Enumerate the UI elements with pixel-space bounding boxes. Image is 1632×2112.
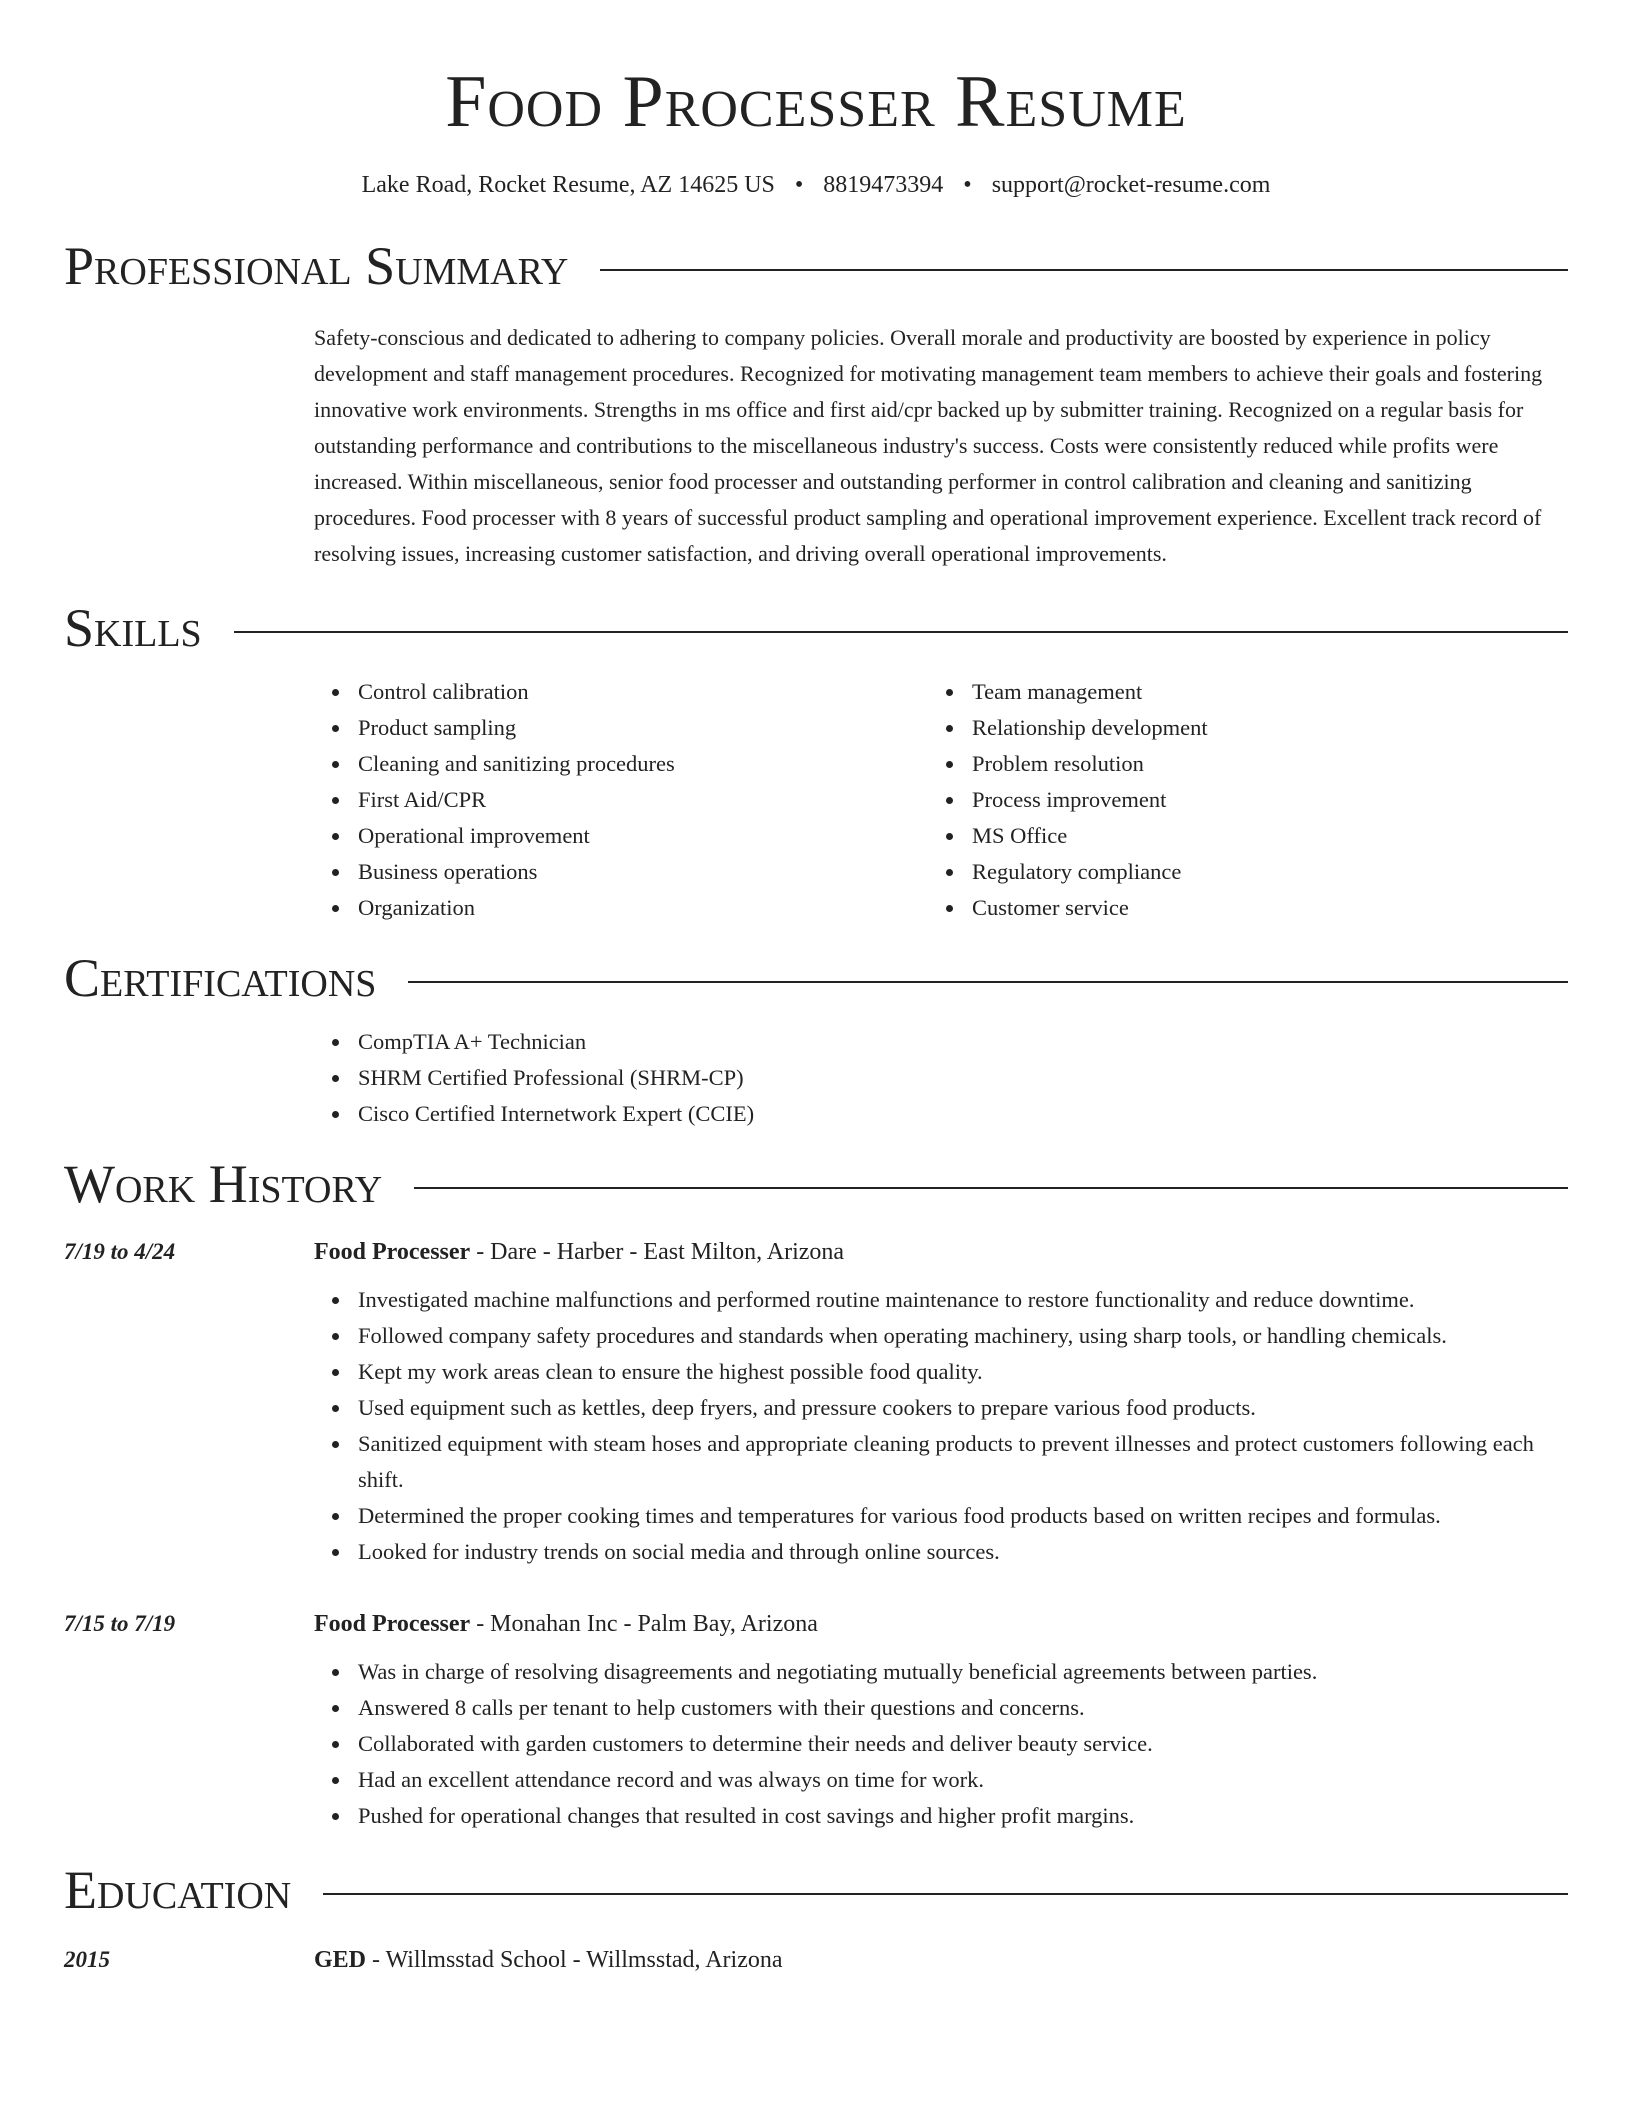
job-duty: Pushed for operational changes that resulted in cost savings and higher profit margins. xyxy=(358,1798,1568,1834)
certifications-list xyxy=(314,1024,1568,1132)
section-divider xyxy=(408,981,1568,983)
job-duties xyxy=(314,1282,1568,1570)
section-certifications-header xyxy=(64,946,1568,1010)
education-line xyxy=(314,1942,783,1978)
summary-text: Safety-conscious and dedicated to adhering to company policies. Overall morale and productivity are boosted by experience in policy development and staff management procedures. Recognized for motivating management team members to achieve their goals and fostering innovative work environments. Strengths in ms office and first aid/cpr backed up by submitter training. Recognized on a regular basis for outstanding performance and contributions to the miscellaneous industry's success. Costs were consistently reduced while profits were increased. Within miscellaneous, senior food processer and outstanding performer in control calibration and cleaning and sanitizing procedures. Food processer with 8 years of successful product sampling and operational improvement experience. Excellent track record of resolving issues, increasing customer satisfaction, and driving overall operational improvements. xyxy=(314,325,1543,566)
job-header xyxy=(64,1606,1568,1642)
section-heading: Certifications xyxy=(64,948,377,1008)
certification-item: CompTIA A+ Technician xyxy=(358,1024,1568,1060)
contact-phone: 8819473394 xyxy=(823,172,944,198)
skill-item: Operational improvement xyxy=(358,818,928,854)
section-work-header xyxy=(64,1152,1568,1216)
job-dates: 7/19 to 4/24 xyxy=(64,1239,176,1264)
job-title-line xyxy=(314,1234,844,1270)
job-duty: Had an excellent attendance record and was always on time for work. xyxy=(358,1762,1568,1798)
section-divider xyxy=(323,1893,1568,1895)
skill-item: Team management xyxy=(972,674,1542,710)
skill-item: Control calibration xyxy=(358,674,928,710)
skill-item: MS Office xyxy=(972,818,1542,854)
section-divider xyxy=(234,631,1568,633)
skills-column-right xyxy=(928,674,1542,926)
job-duty: Sanitized equipment with steam hoses and appropriate cleaning products to prevent illnesses and protect customers following each shift. xyxy=(358,1426,1568,1498)
section-heading: Skills xyxy=(64,598,202,658)
job-duty: Looked for industry trends on social media and through online sources. xyxy=(358,1534,1568,1570)
job-entry xyxy=(64,1606,1568,1834)
skill-item: Business operations xyxy=(358,854,928,890)
job-duties xyxy=(314,1654,1568,1834)
job-dates: 7/15 to 7/19 xyxy=(64,1611,176,1636)
job-duty: Was in charge of resolving disagreements and negotiating mutually beneficial agreements between parties. xyxy=(358,1654,1568,1690)
contact-separator: • xyxy=(794,172,804,198)
section-divider xyxy=(414,1187,1568,1189)
page-title: Food Processer Resume xyxy=(445,61,1187,143)
job-employer: - Dare - Harber - East Milton, Arizona xyxy=(470,1239,845,1265)
contact-address: Lake Road, Rocket Resume, AZ 14625 US xyxy=(361,172,775,198)
certification-item: Cisco Certified Internetwork Expert (CCIE) xyxy=(358,1096,1568,1132)
skill-item: Product sampling xyxy=(358,710,928,746)
education-degree: GED xyxy=(314,1947,367,1973)
skills-list xyxy=(314,674,1568,926)
skill-item: First Aid/CPR xyxy=(358,782,928,818)
contact-email: support@rocket-resume.com xyxy=(991,172,1271,198)
education-entry xyxy=(64,1942,1568,1978)
job-duty: Followed company safety procedures and standards when operating machinery, using sharp tools, or handling chemicals. xyxy=(358,1318,1568,1354)
skill-item: Regulatory compliance xyxy=(972,854,1542,890)
job-duty: Kept my work areas clean to ensure the highest possible food quality. xyxy=(358,1354,1568,1390)
section-heading: Professional Summary xyxy=(64,236,569,296)
job-title-line xyxy=(314,1606,818,1642)
section-summary-header xyxy=(64,234,1568,298)
skill-item: Relationship development xyxy=(972,710,1542,746)
job-employer: - Monahan Inc - Palm Bay, Arizona xyxy=(470,1611,818,1637)
contact-line xyxy=(64,170,1568,200)
job-title: Food Processer xyxy=(314,1611,471,1637)
job-duty: Used equipment such as kettles, deep fryers, and pressure cookers to prepare various food products. xyxy=(358,1390,1568,1426)
skill-item: Customer service xyxy=(972,890,1542,926)
skills-column-left xyxy=(314,674,928,926)
skill-item: Problem resolution xyxy=(972,746,1542,782)
section-skills-header xyxy=(64,596,1568,660)
job-header xyxy=(64,1234,1568,1270)
skill-item: Organization xyxy=(358,890,928,926)
section-heading: Education xyxy=(64,1860,292,1920)
education-year: 2015 xyxy=(64,1947,110,1972)
contact-separator: • xyxy=(963,172,972,198)
job-entry xyxy=(64,1234,1568,1570)
job-duty: Determined the proper cooking times and temperatures for various food products based on written recipes and formulas. xyxy=(358,1498,1568,1534)
certification-item: SHRM Certified Professional (SHRM-CP) xyxy=(358,1060,1568,1096)
job-duty: Answered 8 calls per tenant to help customers with their questions and concerns. xyxy=(358,1690,1568,1726)
job-duty: Investigated machine malfunctions and performed routine maintenance to restore functionality and reduce downtime. xyxy=(358,1282,1568,1318)
section-heading: Work History xyxy=(64,1154,383,1214)
section-divider xyxy=(600,269,1568,271)
education-school: - Willmsstad School - Willmsstad, Arizona xyxy=(366,1947,783,1973)
skill-item: Process improvement xyxy=(972,782,1542,818)
job-title: Food Processer xyxy=(314,1239,471,1265)
job-duty: Collaborated with garden customers to determine their needs and deliver beauty service. xyxy=(358,1726,1568,1762)
section-education-header xyxy=(64,1858,1568,1922)
skill-item: Cleaning and sanitizing procedures xyxy=(358,746,928,782)
